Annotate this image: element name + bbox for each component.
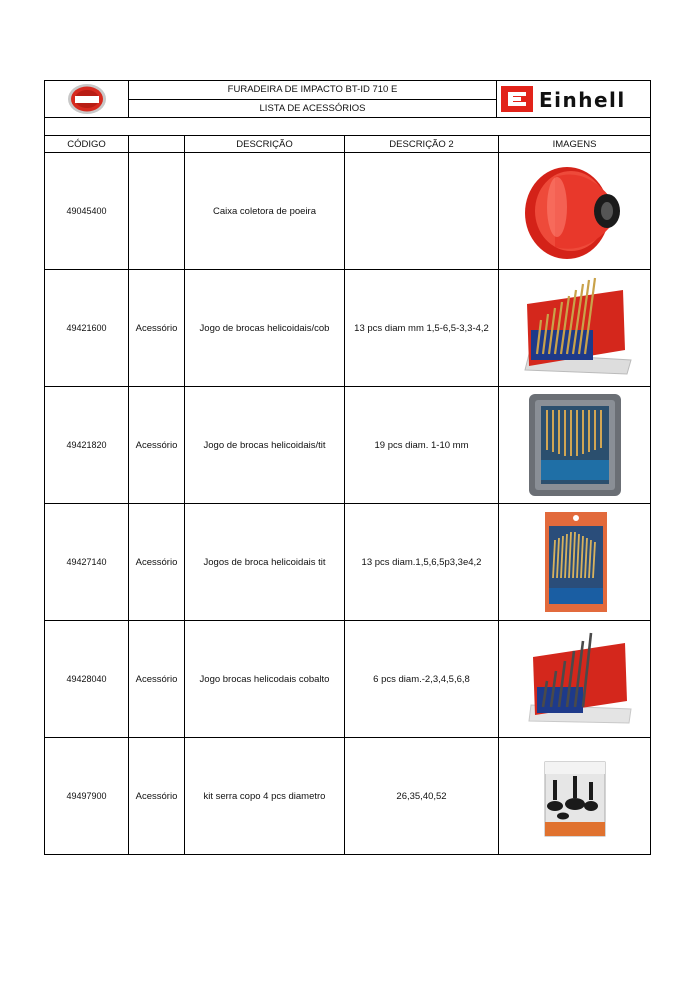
document-title: FURADEIRA DE IMPACTO BT-ID 710 E: [129, 81, 497, 100]
product-type: Acessório: [129, 621, 185, 738]
product-type: Acessório: [129, 504, 185, 621]
product-description-2: 19 pcs diam. 1-10 mm: [345, 387, 499, 504]
einhell-brand-logo-cell: [497, 81, 651, 118]
drill-bit-pack-image: [515, 508, 635, 616]
table-row: [45, 270, 651, 387]
einhell-seal-logo: [67, 83, 107, 115]
column-header-images: IMAGENS: [499, 136, 651, 153]
product-code: 49045400: [45, 153, 129, 270]
product-description: Jogo brocas helicodais cobalto: [185, 621, 345, 738]
product-description: Jogo de brocas helicoidais/cob: [185, 270, 345, 387]
table-row: [45, 504, 651, 621]
column-header-type: [129, 136, 185, 153]
product-type: Acessório: [129, 270, 185, 387]
product-type: Acessório: [129, 738, 185, 855]
product-image-cell: [499, 270, 651, 387]
product-description: kit serra copo 4 pcs diametro: [185, 738, 345, 855]
product-description-2: 13 pcs diam mm 1,5-6,5-3,3-4,2: [345, 270, 499, 387]
product-description: Jogo de brocas helicoidais/tit: [185, 387, 345, 504]
product-code: 49497900: [45, 738, 129, 855]
drill-bit-box-image: [515, 390, 635, 500]
product-image-cell: [499, 504, 651, 621]
hole-saw-kit-image: [515, 742, 635, 850]
product-type: Acessório: [129, 387, 185, 504]
seal-logo-cell: [45, 81, 129, 118]
drill-bit-case-small-image: [515, 625, 635, 733]
table-row: [45, 738, 651, 855]
product-image-cell: [499, 153, 651, 270]
table-row: [45, 153, 651, 270]
column-header-code: CÓDIGO: [45, 136, 129, 153]
product-code: 49421600: [45, 270, 129, 387]
product-image-cell: [499, 738, 651, 855]
header-table: [44, 80, 651, 118]
product-description-2: 26,35,40,52: [345, 738, 499, 855]
product-description-2: 6 pcs diam.-2,3,4,5,6,8: [345, 621, 499, 738]
dust-collector-image: [515, 157, 635, 265]
einhell-brand-logo: [499, 84, 649, 114]
product-code: 49421820: [45, 387, 129, 504]
product-image-cell: [499, 621, 651, 738]
column-header-description: DESCRIÇÃO: [185, 136, 345, 153]
accessory-list-sheet: [44, 80, 650, 855]
product-description-2: 13 pcs diam.1,5,6,5p3,3e4,2: [345, 504, 499, 621]
product-image-cell: [499, 387, 651, 504]
column-header-description-2: DESCRIÇÃO 2: [345, 136, 499, 153]
product-type: [129, 153, 185, 270]
product-code: 49427140: [45, 504, 129, 621]
document-subtitle: LISTA DE ACESSÓRIOS: [129, 99, 497, 118]
drill-bit-case-image: [515, 274, 635, 382]
table-row: [45, 621, 651, 738]
column-header-row: [45, 136, 651, 153]
brand-wordmark: Einhell: [538, 88, 626, 112]
table-row: [45, 387, 651, 504]
product-description-2: [345, 153, 499, 270]
product-description: Jogos de broca helicoidais tit: [185, 504, 345, 621]
product-code: 49428040: [45, 621, 129, 738]
accessories-table: [44, 118, 651, 855]
spacer-row: [45, 118, 651, 136]
product-description: Caixa coletora de poeira: [185, 153, 345, 270]
